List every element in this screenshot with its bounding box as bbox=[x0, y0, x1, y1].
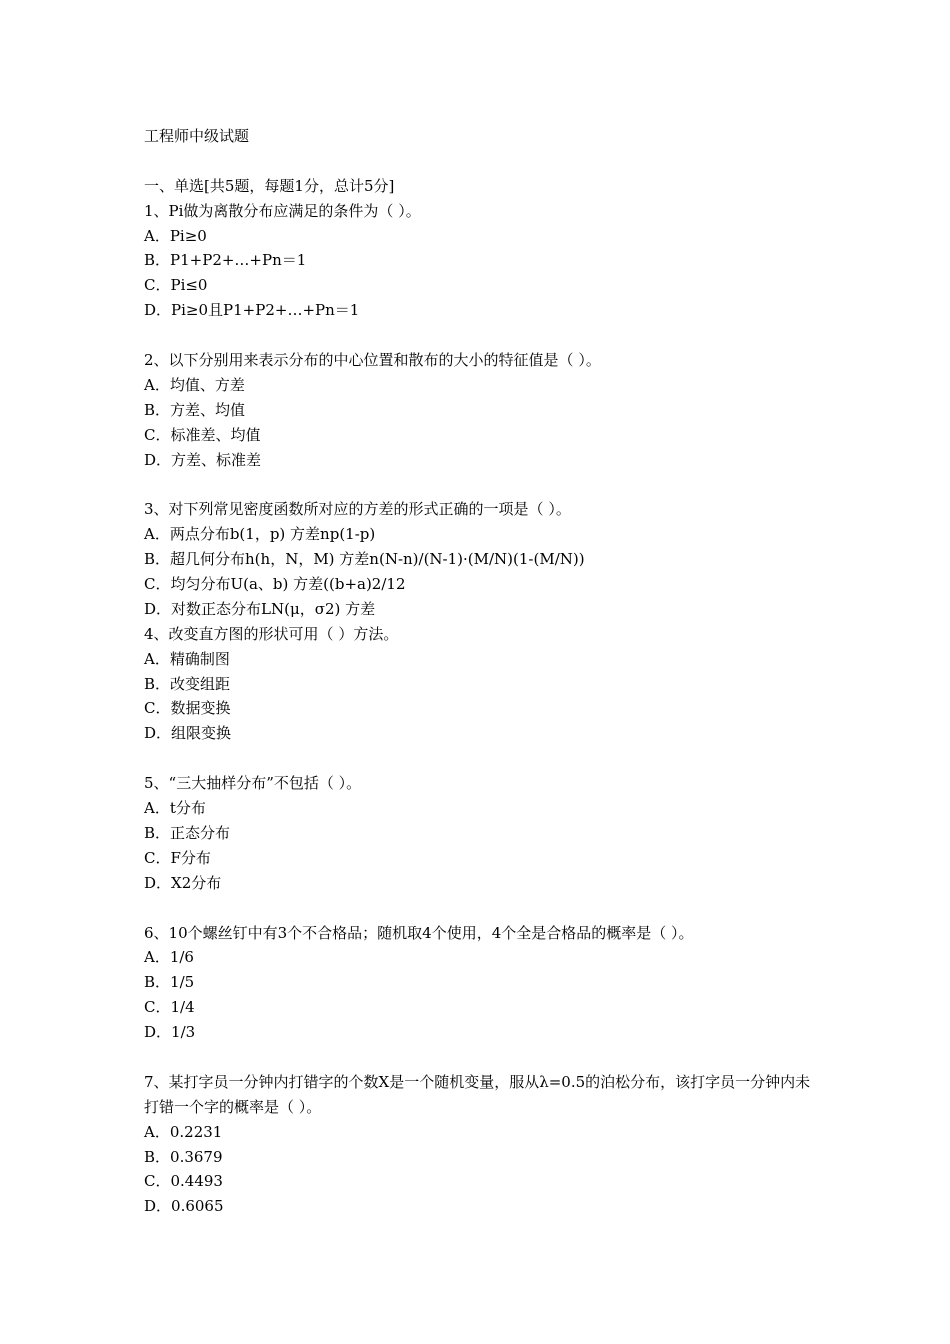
option-d: D．Pi≥0且P1+P2+…+Pn＝1 bbox=[144, 301, 360, 320]
question-2 bbox=[144, 348, 814, 472]
question-6 bbox=[144, 921, 814, 1045]
option-b: B．正态分布 bbox=[144, 823, 231, 842]
question-stem: 1、Pi做为离散分布应满足的条件为（ ）。 bbox=[144, 201, 421, 220]
option-c: C．数据变换 bbox=[144, 699, 231, 718]
blank-line bbox=[144, 323, 814, 348]
option-a: A．均值、方差 bbox=[144, 375, 245, 394]
section-heading: 一、单选[共5题，每题1分，总计5分] bbox=[144, 176, 395, 195]
option-a: A．精确制图 bbox=[144, 649, 230, 668]
option-c: C．标准差、均值 bbox=[144, 425, 261, 444]
question-5 bbox=[144, 771, 814, 895]
option-a: A．Pi≥0 bbox=[144, 226, 207, 245]
question-stem: 3、对下列常见密度函数所对应的方差的形式正确的一项是（ ）。 bbox=[144, 500, 571, 519]
option-a: A．1/6 bbox=[144, 948, 194, 967]
blank-line bbox=[144, 746, 814, 771]
question-stem: 4、改变直方图的形状可用（ ）方法。 bbox=[144, 624, 399, 643]
option-b: B．0.3679 bbox=[144, 1147, 223, 1166]
question-stem: 7、某打字员一分钟内打错字的个数X是一个随机变量，服从λ=0.5的泊松分布，该打字员一分钟内未打错一个字的概率是（ ）。 bbox=[144, 1072, 811, 1116]
document-page bbox=[144, 124, 814, 1219]
question-7 bbox=[144, 1070, 814, 1219]
option-d: D．X2分布 bbox=[144, 873, 222, 892]
question-stem: 2、以下分别用来表示分布的中心位置和散布的大小的特征值是（ ）。 bbox=[144, 351, 601, 370]
question-stem: 6、10个螺丝钉中有3个不合格品；随机取4个使用，4个全是合格品的概率是（ ）。 bbox=[144, 923, 694, 942]
question-stem: 5、“三大抽样分布”不包括（ ）。 bbox=[144, 774, 362, 793]
option-a: A．t分布 bbox=[144, 799, 206, 818]
option-c: C．0.4493 bbox=[144, 1172, 223, 1191]
option-d: D．方差、标准差 bbox=[144, 450, 262, 469]
option-b: B．超几何分布h(h，N，M) 方差n(N-n)/(N-1)·(M/N)(1-(M/N)) bbox=[144, 550, 585, 569]
blank-line bbox=[144, 149, 814, 174]
option-d: D．0.6065 bbox=[144, 1197, 224, 1216]
option-b: B．改变组距 bbox=[144, 674, 231, 693]
document-title: 工程师中级试题 bbox=[144, 127, 250, 145]
option-a: A．两点分布b(1，p) 方差np(1-p) bbox=[144, 525, 376, 544]
option-d: D．1/3 bbox=[144, 1023, 196, 1042]
blank-line bbox=[144, 896, 814, 921]
question-3 bbox=[144, 497, 814, 621]
question-1 bbox=[144, 199, 814, 323]
option-b: B．方差、均值 bbox=[144, 400, 246, 419]
option-b: B．P1+P2+…+Pn＝1 bbox=[144, 251, 307, 270]
blank-line bbox=[144, 1045, 814, 1070]
option-d: D．对数正态分布LN(μ，σ2) 方差 bbox=[144, 599, 376, 618]
option-d: D．组限变换 bbox=[144, 724, 232, 743]
blank-line bbox=[144, 472, 814, 497]
option-c: C．Pi≤0 bbox=[144, 276, 208, 295]
option-a: A．0.2231 bbox=[144, 1122, 223, 1141]
option-c: C．F分布 bbox=[144, 848, 211, 867]
question-4 bbox=[144, 622, 814, 746]
option-b: B．1/5 bbox=[144, 973, 195, 992]
option-c: C．均匀分布U(a、b) 方差((b+a)2/12 bbox=[144, 575, 406, 594]
option-c: C．1/4 bbox=[144, 998, 195, 1017]
